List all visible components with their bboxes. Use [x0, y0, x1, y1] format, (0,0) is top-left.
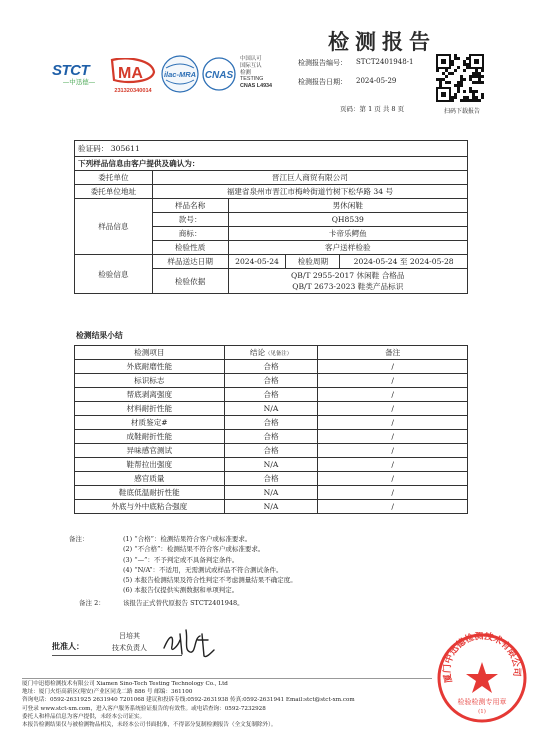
result-conclusion: N/A	[224, 486, 318, 500]
basis-label: 检验依据	[152, 269, 228, 294]
result-remark: /	[318, 430, 468, 444]
cnas-caption-line: TESTING	[240, 76, 264, 83]
report-date-label: 检测报告日期：	[298, 78, 347, 86]
results-title: 检测结果小结	[76, 331, 123, 340]
sample-group-label: 样品信息	[75, 199, 153, 255]
result-remark: /	[318, 416, 468, 430]
note-item: (5) 本报告检测结果及符合性判定不考虑测量结果不确定度。	[123, 576, 297, 585]
result-conclusion: N/A	[224, 402, 318, 416]
client-address-label: 委托单位地址	[75, 185, 153, 199]
notes-label-2: 备注 2：	[79, 598, 105, 607]
sample-row	[75, 199, 468, 213]
result-conclusion: N/A	[224, 458, 318, 472]
result-remark: /	[318, 458, 468, 472]
results-row	[75, 360, 468, 374]
approver-title: 技术负责人	[112, 644, 147, 652]
stct-logo-sub: —中迅德—	[62, 78, 96, 86]
note-item: (4) “N/A”：不适用，无需测试或样品不符合测试条件。	[123, 565, 283, 574]
result-item: 帮底剥离强度	[75, 388, 225, 402]
result-item: 感官质量	[75, 472, 225, 486]
stamp-sub: 检验检测专用章	[457, 698, 507, 706]
footer-line: 委托人和样品信息为客户提供，未经本公司证实。	[22, 713, 146, 720]
sample-field-value: 客户送样检验	[228, 241, 467, 255]
result-item: 外底与外中底粘合强度	[75, 500, 225, 514]
result-item: 异味感官测试	[75, 444, 225, 458]
sample-field-value: QH8539	[228, 213, 467, 227]
basis-line: QB/T 2673-2023 鞋类产品标识	[292, 282, 404, 291]
stct-logo	[52, 62, 106, 88]
sample-field-label: 商标：	[152, 227, 228, 241]
result-remark: /	[318, 486, 468, 500]
result-item: 材料耐折性能	[75, 402, 225, 416]
approver-label: 批准人：	[52, 641, 84, 651]
footer-line: 本报告检测结果仅与被检测物品相关，未经本公司书面批准，不得部分复制检测报告（全文复制除外）。	[22, 722, 277, 729]
ma-code: 231320340014	[114, 88, 152, 94]
cnas-caption-line: 检测	[240, 69, 251, 76]
report-number-value: STCT2401948-1	[356, 58, 414, 66]
result-remark: /	[318, 500, 468, 514]
sample-field-value: 卡帝乐鳄鱼	[228, 227, 467, 241]
footer-divider	[22, 678, 432, 679]
result-remark: /	[318, 388, 468, 402]
send-date-value: 2024-05-24	[228, 255, 286, 269]
client-address-row	[75, 185, 468, 199]
notes-label: 备注：	[69, 535, 89, 543]
sample-info-table	[74, 140, 468, 294]
sample-field-label: 检验性质	[152, 241, 228, 255]
result-conclusion: 合格	[224, 374, 318, 388]
qr-caption: 扫码下载报告	[443, 108, 480, 115]
cnas-caption	[240, 56, 272, 90]
page-title: 检测报告	[328, 29, 436, 54]
result-conclusion: 合格	[224, 444, 318, 458]
client-address-value: 福建省泉州市晋江市梅岭街道竹树下松华路 34 号	[152, 185, 467, 199]
ilac-mra-text: ilac-MRA	[163, 70, 197, 79]
results-row	[75, 458, 468, 472]
footer-line: 地址：厦门火炬高新区(翔安)产业区同龙二路 886 号 邮编：361100	[22, 689, 193, 696]
result-item: 鞋帮拉出强度	[75, 458, 225, 472]
results-row	[75, 486, 468, 500]
results-header-conclusion	[224, 346, 318, 360]
cnas-logo	[201, 56, 237, 92]
result-conclusion: N/A	[224, 500, 318, 514]
cnas-caption-line: CNAS L4934	[240, 83, 273, 90]
period-value: 2024-05-24 至 2024-05-28	[340, 255, 468, 269]
cnas-caption-line: 中国认可	[240, 56, 262, 62]
verify-code: 305611	[110, 144, 140, 153]
results-row	[75, 388, 468, 402]
result-conclusion: 合格	[224, 472, 318, 486]
period-label: 检验周期	[286, 255, 340, 269]
basis-line: QB/T 2955-2017 休闲鞋 合格品	[291, 271, 405, 280]
report-number-label: 检测报告编号：	[298, 59, 347, 67]
footer-line: 可登录 www.stct-xm.com，进入客户服务系统验证报告的有效性。或电话查询：0592-7232928	[22, 705, 266, 712]
stamp-text: 厦门中迅德检测技术有限公司	[442, 632, 522, 684]
report-date-value: 2024-05-29	[356, 77, 397, 85]
results-header-conclusion-text: 结论	[249, 348, 266, 357]
result-conclusion: 合格	[224, 388, 318, 402]
result-item: 外底耐磨性能	[75, 360, 225, 374]
results-table	[74, 345, 468, 514]
qr-code-icon[interactable]	[436, 54, 484, 102]
results-row	[75, 500, 468, 514]
results-header-row	[75, 346, 468, 360]
inspection-date-row	[75, 255, 468, 269]
result-item: 鞋底低温耐折性能	[75, 486, 225, 500]
result-remark: /	[318, 360, 468, 374]
result-item: 标识标志	[75, 374, 225, 388]
note-item: (1) “合格”：检测结果符合客户或标准要求。	[123, 535, 252, 543]
inspection-group-label: 检验信息	[75, 255, 153, 294]
result-remark: /	[318, 374, 468, 388]
approver-name: 吕培其	[119, 632, 140, 640]
results-header-conclusion-note: （见备注）	[265, 351, 293, 357]
note-2: 该报告正式替代原报告 STCT2401948。	[123, 598, 244, 607]
cnas-caption-line: 国际互认	[240, 62, 262, 69]
basis-value	[228, 269, 467, 294]
sample-field-label: 样品名称	[152, 199, 228, 213]
result-conclusion: 合格	[224, 430, 318, 444]
results-row	[75, 444, 468, 458]
ma-mark-icon	[108, 58, 158, 84]
result-item: 材质鉴定#	[75, 416, 225, 430]
note-item: (3) “—”：不予判定或不具备判定条件。	[123, 555, 239, 564]
cnas-text: CNAS	[204, 70, 234, 81]
result-remark: /	[318, 402, 468, 416]
handwritten-signature	[160, 624, 220, 664]
ilac-mra-logo	[160, 54, 200, 94]
results-row	[75, 472, 468, 486]
ma-logo-text: MA	[118, 65, 143, 82]
client-unit-row	[75, 171, 468, 185]
result-item: 成鞋耐折性能	[75, 430, 225, 444]
footer	[22, 680, 442, 729]
sample-field-label: 款号：	[152, 213, 228, 227]
client-section-title: 下列样品信息由客户提供及确认为：	[75, 157, 468, 171]
results-row	[75, 374, 468, 388]
approver-block	[112, 630, 147, 654]
results-row	[75, 416, 468, 430]
client-unit-value: 晋江巨人商贸有限公司	[152, 171, 467, 185]
report-number-row	[298, 58, 414, 68]
results-row	[75, 430, 468, 444]
result-conclusion: 合格	[224, 360, 318, 374]
results-header-item: 检测项目	[75, 346, 225, 360]
sample-field-value: 男休闲鞋	[228, 199, 467, 213]
verify-label: 验证码：	[78, 144, 109, 153]
footer-line: 咨询电话：0592-2631925 2631940 7201068 建议和投诉专线:0592-2631938 传真:0592-2631941 Email:stct@stct-xm.com	[22, 697, 355, 704]
send-date-label: 样品送达日期	[152, 255, 228, 269]
notes	[69, 534, 297, 608]
page-number: 页码：第 1 页 共 8 页	[340, 105, 405, 113]
notes-list	[123, 534, 297, 596]
footer-line: 厦门中迅德检测技术有限公司 Xiamen Sino-Tech Testing Technology Co., Ltd	[22, 681, 228, 687]
result-remark: /	[318, 444, 468, 458]
results-row	[75, 402, 468, 416]
stct-logo-text: STCT	[52, 62, 90, 79]
result-remark: /	[318, 472, 468, 486]
result-conclusion: 合格	[224, 416, 318, 430]
results-header-remark: 备注	[318, 346, 468, 360]
report-date-row	[298, 77, 397, 87]
note-item: (2) “不合格”：检测结果不符合客户或标准要求。	[123, 545, 265, 554]
stamp-num: (1)	[478, 709, 486, 715]
client-section-title-row	[75, 157, 468, 171]
verify-row	[75, 141, 468, 157]
ma-logo	[108, 58, 158, 92]
client-unit-label: 委托单位	[75, 171, 153, 185]
note-item: (6) 本报告仅提供实测数据和单项判定。	[123, 586, 239, 595]
official-stamp	[436, 632, 528, 724]
